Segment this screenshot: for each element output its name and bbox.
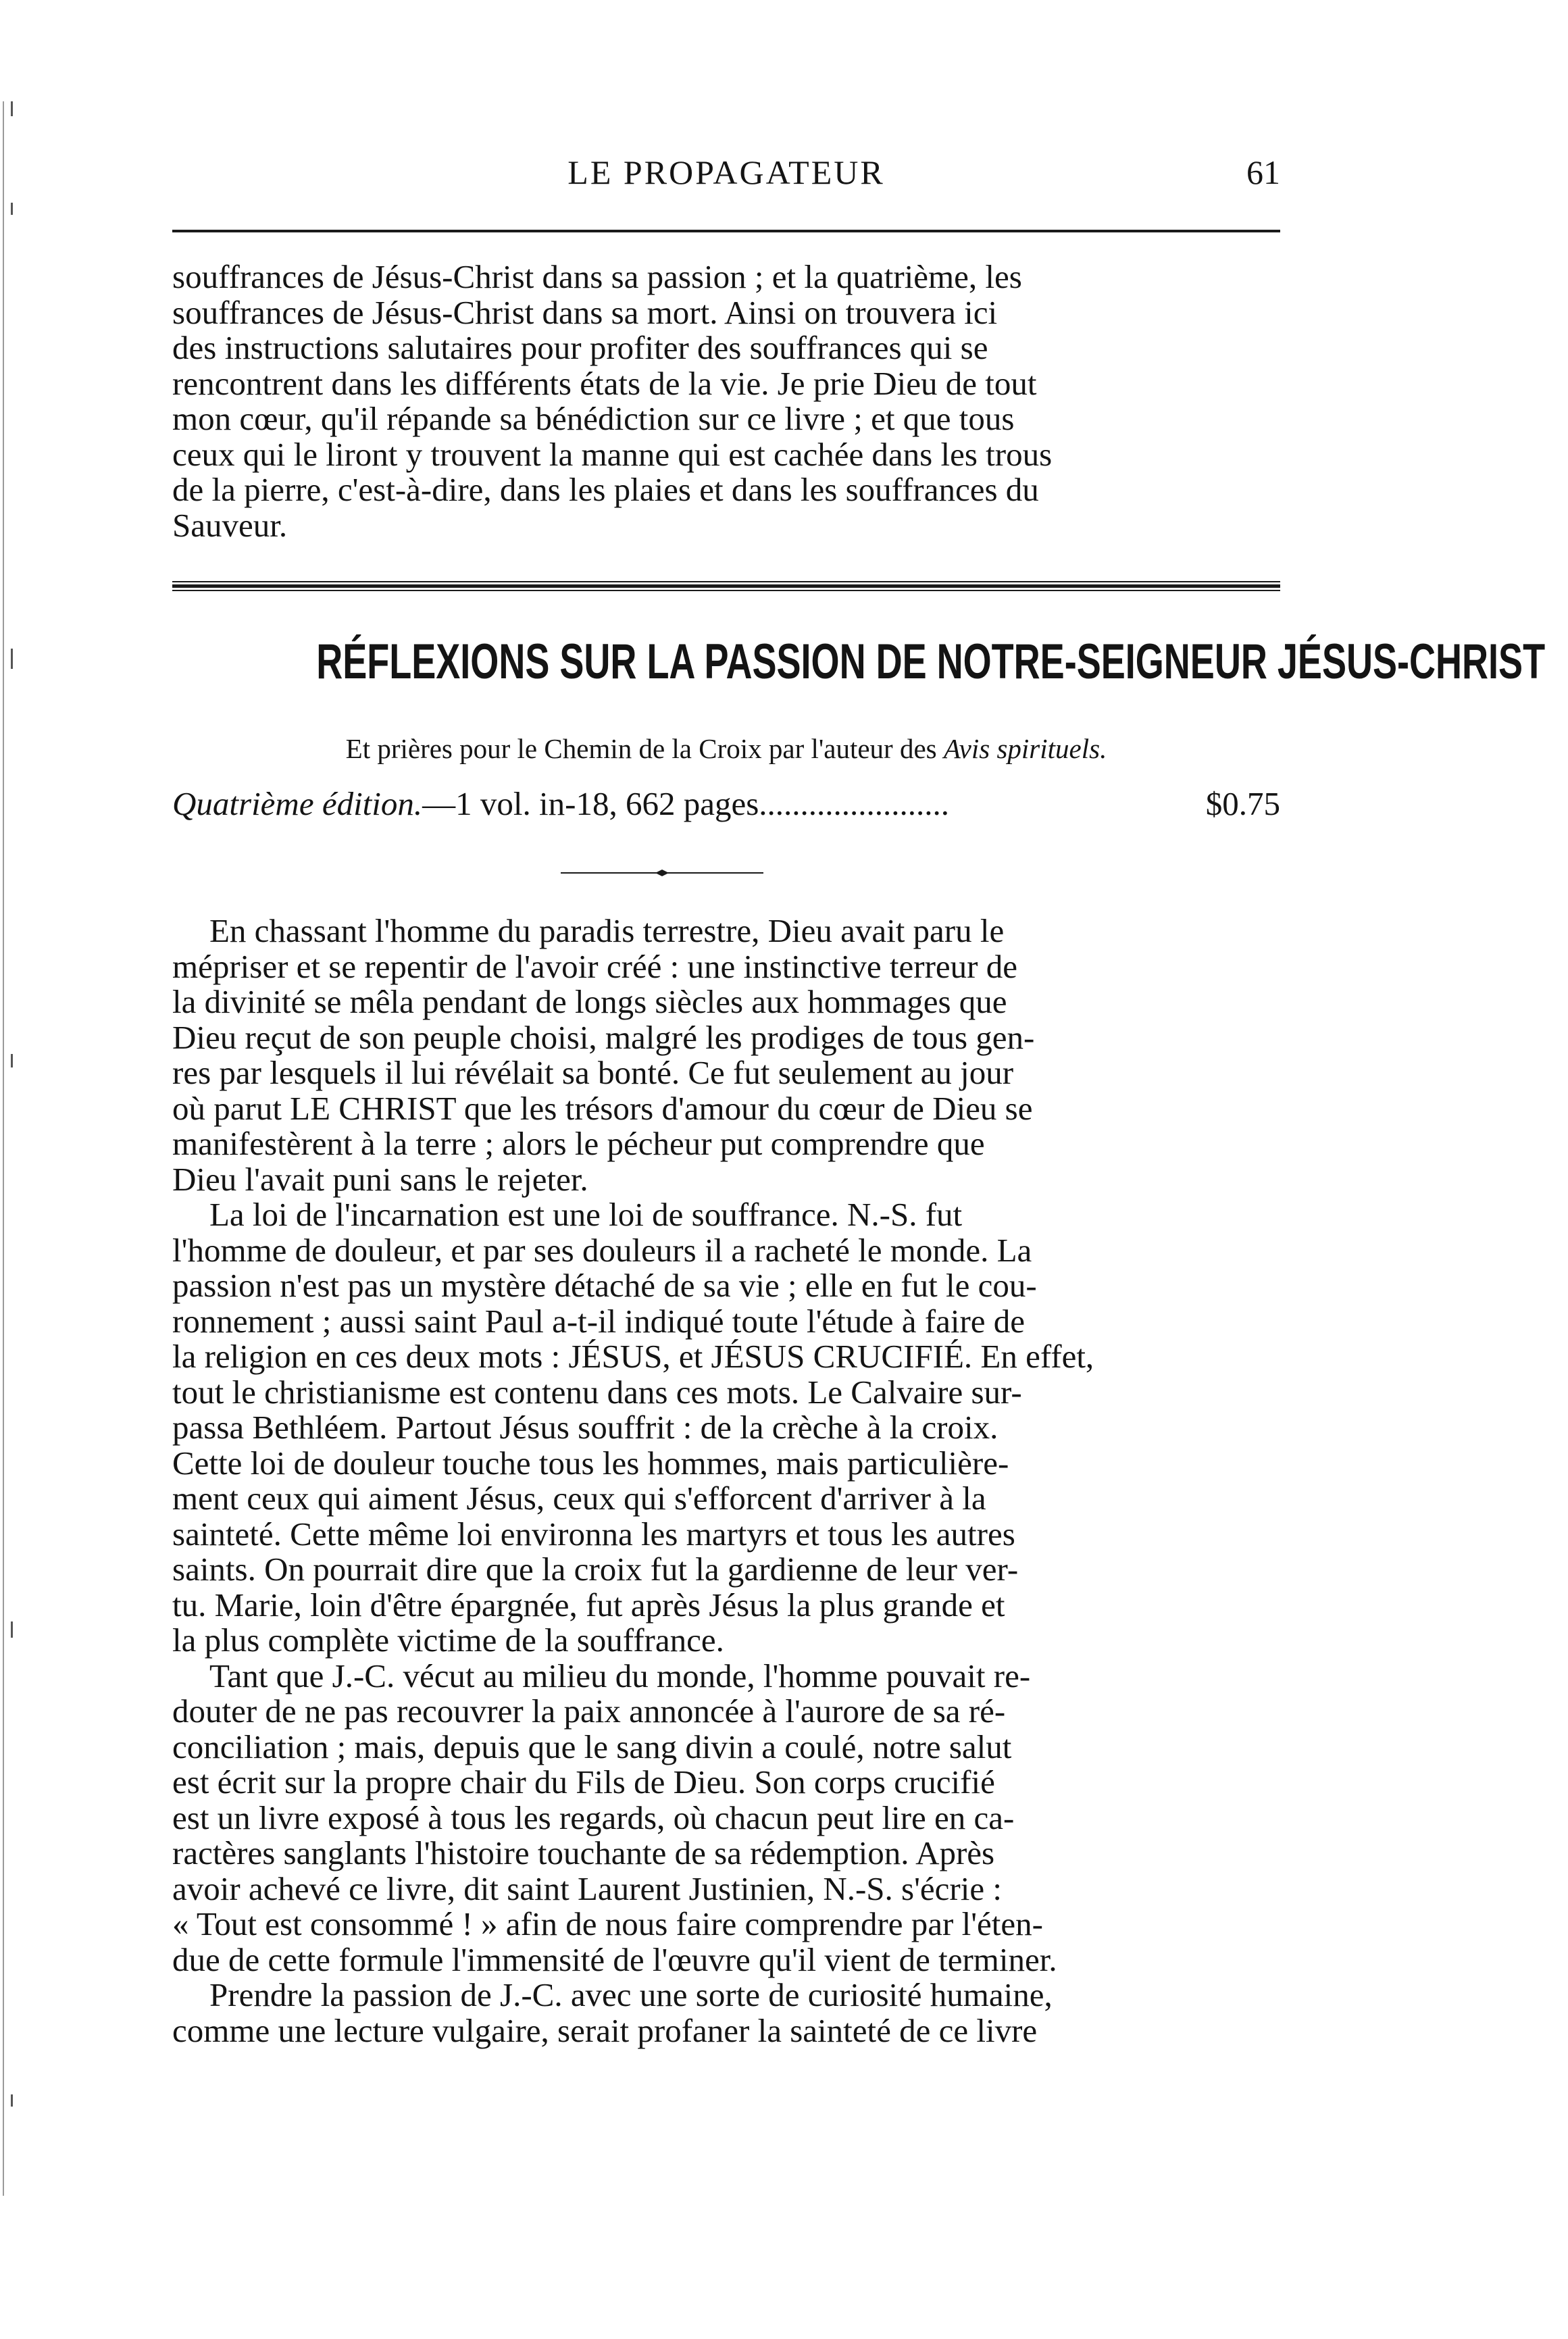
text-line: rencontrent dans les différents états de la vie. Je prie Dieu de tout bbox=[172, 364, 1037, 402]
text-line: ceux qui le liront y trouvent la manne qui est cachée dans les trous bbox=[172, 435, 1053, 473]
text-line: tu. Marie, loin d'être épargnée, fut après Jésus la plus grande et bbox=[172, 1586, 1005, 1624]
text-line: manifestèrent à la terre ; alors le pécheur put comprendre que bbox=[172, 1125, 985, 1162]
binding-mark bbox=[11, 1054, 13, 1067]
text-line: En chassant l'homme du paradis terrestre, Dieu avait paru le bbox=[209, 912, 1005, 949]
page-number: 61 bbox=[1246, 153, 1280, 191]
price: $0.75 bbox=[1205, 785, 1280, 822]
section-divider bbox=[172, 581, 1280, 592]
text-line: la religion en ces deux mots : JÉSUS, et JÉSUS CRUCIFIÉ. En effet, bbox=[172, 1338, 1094, 1375]
subtitle-text: Et prières pour le Chemin de la Croix par l'auteur des bbox=[345, 733, 937, 764]
text-line: conciliation ; mais, depuis que le sang divin a coulé, notre salut bbox=[172, 1728, 1012, 1765]
text-line: mon cœur, qu'il répande sa bénédiction sur ce livre ; et que tous bbox=[172, 400, 1015, 437]
edition-line bbox=[172, 782, 1280, 826]
text-line: Prendre la passion de J.-C. avec une sorte de curiosité humaine, bbox=[209, 1976, 1053, 2013]
text-line: où parut LE CHRIST que les trésors d'amour du cœur de Dieu se bbox=[172, 1089, 1033, 1127]
text-line: avoir achevé ce livre, dit saint Laurent Justinien, N.-S. s'écrie : bbox=[172, 1869, 1002, 1907]
binding-mark bbox=[11, 649, 13, 669]
section-subtitle bbox=[172, 730, 1280, 768]
edition-label: Quatrième édition. bbox=[172, 785, 423, 822]
text-line: comme une lecture vulgaire, serait profaner la sainteté de ce livre bbox=[172, 2011, 1038, 2049]
text-line: tout le christianisme est contenu dans ces mots. Le Calvaire sur- bbox=[172, 1373, 1022, 1411]
intro-paragraph bbox=[172, 259, 1280, 543]
text-line: est écrit sur la propre chair du Fils de Dieu. Son corps crucifié bbox=[172, 1763, 995, 1801]
text-line: est un livre exposé à tous les regards, où chacun peut lire en ca- bbox=[172, 1799, 1015, 1836]
text-line: res par lesquels il lui révélait sa bonté. Ce fut seulement au jour bbox=[172, 1054, 1014, 1091]
text-line: souffrances de Jésus-Christ dans sa passion ; et la quatrième, les bbox=[172, 258, 1022, 295]
binding-mark bbox=[11, 2094, 13, 2107]
binding-mark bbox=[11, 101, 13, 116]
running-header bbox=[172, 150, 1280, 197]
subtitle-italic: Avis spirituels. bbox=[943, 733, 1107, 764]
text-line: des instructions salutaires pour profiter des souffrances qui se bbox=[172, 329, 988, 366]
text-line: due de cette formule l'immensité de l'œuvre qu'il vient de terminer. bbox=[172, 1940, 1057, 1978]
text-line: saints. On pourrait dire que la croix fut la gardienne de leur ver- bbox=[172, 1551, 1019, 1588]
binding-margin bbox=[0, 0, 27, 2339]
text-line: douter de ne pas recouvrer la paix annoncée à l'aurore de sa ré- bbox=[172, 1692, 1006, 1730]
paragraph bbox=[172, 1659, 1280, 1978]
text-line: ractères sanglants l'histoire touchante de sa rédemption. Après bbox=[172, 1834, 995, 1871]
text-line: Sauveur. bbox=[172, 506, 288, 544]
text-line: ronnement ; aussi saint Paul a-t-il indiqué toute l'étude à faire de bbox=[172, 1302, 1026, 1340]
text-line: l'homme de douleur, et par ses douleurs il a racheté le monde. La bbox=[172, 1231, 1032, 1269]
text-line: la divinité se mêla pendant de longs siècles aux hommages que bbox=[172, 983, 1007, 1020]
binding-line bbox=[3, 101, 4, 2196]
text-line: passa Bethléem. Partout Jésus souffrit : de la crèche à la croix. bbox=[172, 1409, 998, 1446]
text-line: ment ceux qui aiment Jésus, ceux qui s'efforcent d'arriver à la bbox=[172, 1480, 986, 1517]
text-line: Tant que J.-C. vécut au milieu du monde, l'homme pouvait re- bbox=[209, 1657, 1031, 1694]
text-line: Dieu l'avait puni sans le rejeter. bbox=[172, 1160, 588, 1198]
text-line: souffrances de Jésus-Christ dans sa mort. Ainsi on trouvera ici bbox=[172, 293, 998, 331]
divider-line-thin bbox=[172, 590, 1280, 591]
binding-mark bbox=[11, 203, 13, 215]
paragraph bbox=[172, 1978, 1280, 2048]
text-line: Cette loi de douleur touche tous les hommes, mais particulière- bbox=[172, 1444, 1009, 1482]
divider-line-thin bbox=[172, 581, 1280, 582]
binding-mark bbox=[11, 1621, 13, 1638]
text-line: la plus complète victime de la souffrance. bbox=[172, 1621, 724, 1659]
paragraph bbox=[172, 1197, 1280, 1659]
divider-line-thick bbox=[172, 584, 1280, 588]
text-line: passion n'est pas un mystère détaché de sa vie ; elle en fut le cou- bbox=[172, 1267, 1037, 1304]
header-rule bbox=[172, 230, 1280, 232]
text-line: « Tout est consommé ! » afin de nous faire comprendre par l'éten- bbox=[172, 1905, 1043, 1942]
text-line: mépriser et se repentir de l'avoir créé : une instinctive terreur de bbox=[172, 947, 1017, 985]
text-line: de la pierre, c'est-à-dire, dans les plaies et dans les souffrances du bbox=[172, 471, 1039, 508]
text-line: La loi de l'incarnation est une loi de souffrance. N.-S. fut bbox=[209, 1196, 963, 1233]
paragraph bbox=[172, 913, 1280, 1197]
edition-detail: —1 vol. in-18, 662 pages....................... bbox=[422, 785, 950, 822]
text-line: Dieu reçut de son peuple choisi, malgré les prodiges de tous gen- bbox=[172, 1018, 1035, 1056]
body-text bbox=[172, 913, 1280, 2048]
section-heading: RÉFLEXIONS SUR LA PASSION DE NOTRE-SEIGNEUR JÉSUS-CHRIST bbox=[316, 634, 1546, 689]
running-title: LE PROPAGATEUR bbox=[567, 153, 885, 191]
ornament-divider bbox=[561, 867, 763, 878]
text-line: sainteté. Cette même loi environna les martyrs et tous les autres bbox=[172, 1515, 1015, 1553]
